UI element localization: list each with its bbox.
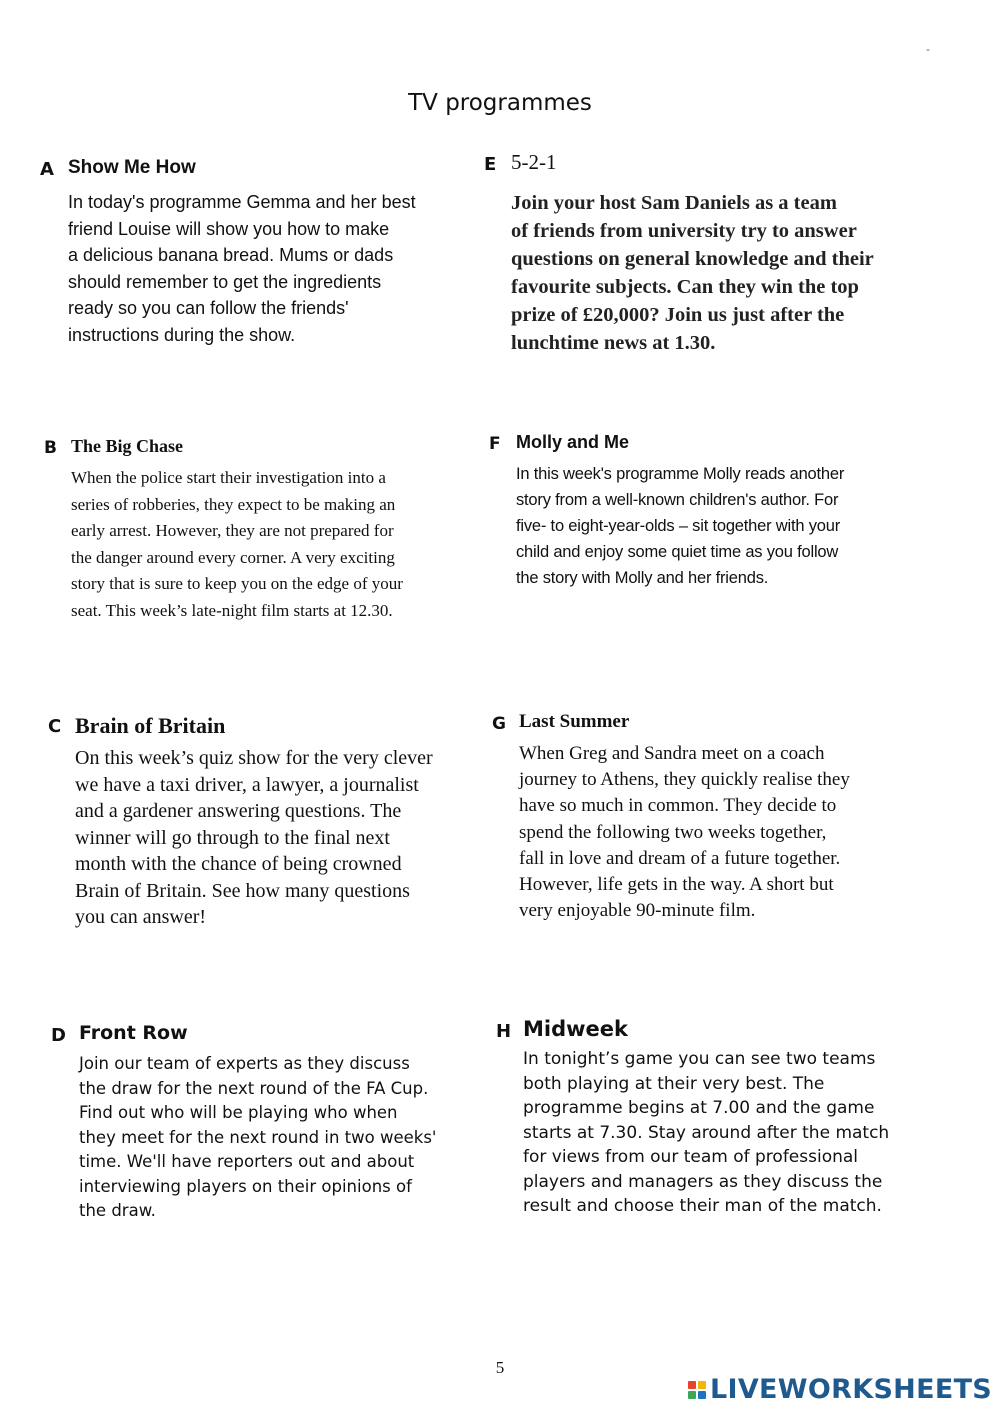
brand-name: LIVEWORKSHEETS bbox=[710, 1374, 993, 1405]
programme-title: 5-2-1 bbox=[511, 150, 557, 174]
liveworksheets-logo[interactable] bbox=[688, 1374, 992, 1405]
programme-title: Show Me How bbox=[68, 157, 196, 178]
programme-letter: H bbox=[496, 1021, 512, 1042]
programme-b bbox=[44, 436, 484, 624]
programme-letter: C bbox=[48, 716, 62, 737]
logo-square bbox=[698, 1381, 706, 1389]
programme-description: Join our team of experts as they discuss the draw for the next round of the FA Cup. Find out who will be playing who when they meet for the next round in two weeks' time. We'll have reporters out and about interviewing players on their opinions of the draw. bbox=[79, 1054, 437, 1220]
programme-letter: E bbox=[484, 154, 497, 175]
scan-mark: - bbox=[926, 42, 930, 56]
liveworksheets-grid-icon bbox=[688, 1381, 706, 1399]
programme-letter: F bbox=[489, 434, 501, 454]
programme-description: When Greg and Sandra meet on a coach journey to Athens, they quickly realise they have so much in common. They decide to spend the following two weeks together, fall in love and dream of a future together. However, life gets in the way. A short but very enjoyable 90-minute film. bbox=[519, 743, 850, 922]
programme-title: Molly and Me bbox=[516, 432, 630, 452]
page-number: 5 bbox=[495, 1358, 505, 1377]
programme-letter: G bbox=[492, 714, 506, 734]
programme-letter: D bbox=[51, 1025, 66, 1046]
programme-g bbox=[492, 711, 952, 924]
logo-square bbox=[688, 1391, 696, 1399]
programme-title: Last Summer bbox=[519, 711, 630, 732]
programme-description: In this week's programme Molly reads another story from a well-known children's author. For five- to eight-year-olds – sit together with your child and enjoy some quiet time as you follow the story with Molly and her friends. bbox=[516, 465, 845, 587]
programme-title: Midweek bbox=[523, 1017, 628, 1041]
programme-letter: A bbox=[40, 159, 54, 180]
programme-a bbox=[40, 157, 480, 348]
programme-letter: B bbox=[44, 438, 57, 458]
page-title: TV programmes bbox=[408, 90, 592, 116]
programme-title: The Big Chase bbox=[71, 436, 184, 456]
logo-square bbox=[688, 1381, 696, 1389]
programme-description: On this week’s quiz show for the very clever we have a taxi driver, a lawyer, a journalist and a gardener answering questions. The winner will go through to the final next month with the chance of being crowned Brain of Britain. See how many questions you can answer! bbox=[75, 747, 433, 928]
logo-square bbox=[698, 1391, 706, 1399]
programme-description: When the police start their investigation into a series of robberies, they expect to be making an early arrest. However, they are not prepared for the danger around every corner. A very exciting story that is sure to keep you on the edge of your seat. This week’s late-night film starts at 12.30. bbox=[71, 468, 403, 620]
programme-f bbox=[489, 432, 959, 591]
programme-e bbox=[484, 150, 954, 357]
programme-description: In today's programme Gemma and her best friend Louise will show you how to make a delicious banana bread. Mums or dads should remember to get the ingredients ready so you can follow the friends' instructions during the show. bbox=[68, 192, 416, 345]
programme-h bbox=[496, 1017, 966, 1219]
programme-title: Front Row bbox=[79, 1022, 188, 1044]
programme-description: In tonight’s game you can see two teams both playing at their very best. The programme begins at 7.00 and the game starts at 7.30. Stay around after the match for views from our team of professional players and managers as they discuss the result and choose their man of the match. bbox=[523, 1049, 890, 1216]
programme-d bbox=[51, 1022, 491, 1224]
programme-description: Join your host Sam Daniels as a team of friends from university try to answer questions on general knowledge and their favourite subjects. Can they win the top prize of £20,000? Join us just after the lunchtime news at 1.30. bbox=[511, 192, 874, 354]
programme-title: Brain of Britain bbox=[75, 713, 226, 738]
programme-c bbox=[48, 713, 488, 931]
